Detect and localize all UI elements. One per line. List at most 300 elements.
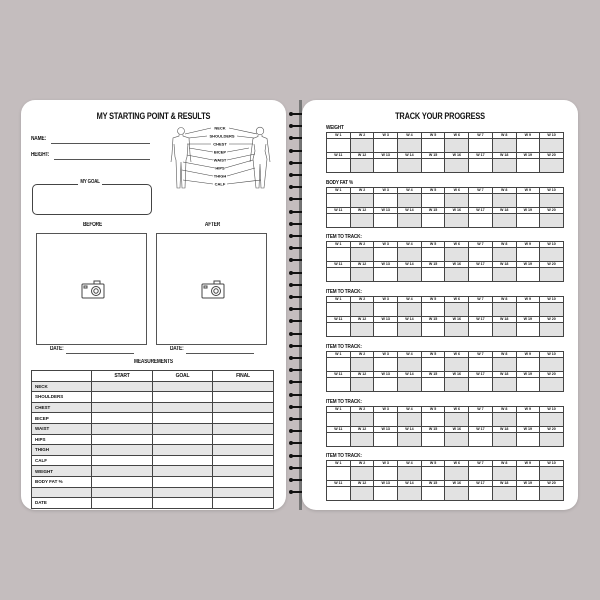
- final-cell[interactable]: [213, 434, 274, 445]
- week-label: W 20: [540, 153, 564, 159]
- week-label: W 20: [540, 317, 564, 323]
- goal-cell[interactable]: [153, 434, 213, 445]
- week-label: W 20: [540, 262, 564, 268]
- start-cell[interactable]: [92, 466, 153, 477]
- week-label: W 7: [469, 242, 493, 248]
- week-value-cell[interactable]: [398, 412, 422, 426]
- week-value-cell[interactable]: [516, 377, 540, 391]
- week-label: W 8: [492, 187, 516, 193]
- week-label: W 13: [374, 426, 398, 432]
- week-label: W 9: [516, 242, 540, 248]
- week-value-cell[interactable]: [398, 268, 422, 282]
- week-value-cell[interactable]: [398, 467, 422, 481]
- week-value-cell[interactable]: [350, 412, 374, 426]
- week-label: W 19: [516, 481, 540, 487]
- week-value-cell[interactable]: [421, 432, 445, 446]
- week-value-cell[interactable]: [421, 357, 445, 371]
- week-value-cell[interactable]: [374, 139, 398, 153]
- week-value-cell[interactable]: [421, 213, 445, 227]
- week-value-cell[interactable]: [374, 487, 398, 501]
- week-label: W 12: [350, 207, 374, 213]
- final-cell[interactable]: [213, 455, 274, 466]
- week-value-cell[interactable]: [445, 467, 469, 481]
- week-value-cell[interactable]: [374, 303, 398, 317]
- start-cell[interactable]: [92, 476, 153, 487]
- week-value-cell[interactable]: [350, 487, 374, 501]
- body-label-hips: HIPS: [215, 165, 225, 171]
- week-value-cell[interactable]: [540, 193, 564, 207]
- week-value-cell[interactable]: [327, 377, 351, 391]
- table-row: [32, 445, 274, 456]
- week-label: W 6: [445, 406, 469, 412]
- week-value-cell[interactable]: [540, 323, 564, 337]
- week-value-cell[interactable]: [421, 139, 445, 153]
- table-row: [32, 413, 274, 424]
- row-label: WAIST: [32, 423, 92, 434]
- right-page-title: TRACK YOUR PROGRESS: [395, 111, 485, 121]
- week-value-cell[interactable]: [398, 139, 422, 153]
- measurements-header-row: [32, 371, 274, 382]
- week-value-cell[interactable]: [374, 193, 398, 207]
- final-cell[interactable]: [213, 392, 274, 403]
- week-label: W 9: [516, 187, 540, 193]
- week-value-cell[interactable]: [445, 193, 469, 207]
- final-cell[interactable]: [213, 423, 274, 434]
- week-value-cell[interactable]: [374, 357, 398, 371]
- final-cell[interactable]: [213, 466, 274, 477]
- week-label: W 18: [492, 262, 516, 268]
- week-value-cell[interactable]: [445, 159, 469, 173]
- week-value-cell[interactable]: [469, 303, 493, 317]
- start-cell[interactable]: [92, 487, 153, 498]
- week-value-cell[interactable]: [327, 193, 351, 207]
- week-value-cell[interactable]: [492, 357, 516, 371]
- week-value-cell[interactable]: [327, 487, 351, 501]
- week-value-cell[interactable]: [445, 213, 469, 227]
- header-goal: GOAL: [153, 371, 213, 382]
- week-label: W 1: [327, 297, 351, 303]
- week-value-cell[interactable]: [469, 323, 493, 337]
- week-value-cell[interactable]: [445, 377, 469, 391]
- week-value-cell[interactable]: [398, 303, 422, 317]
- week-label: W 1: [327, 242, 351, 248]
- week-value-cell[interactable]: [327, 412, 351, 426]
- week-value-cell[interactable]: [540, 377, 564, 391]
- week-value-cell[interactable]: [445, 357, 469, 371]
- week-value-cell[interactable]: [469, 487, 493, 501]
- week-label: W 10: [540, 297, 564, 303]
- track-label: ITEM TO TRACK:: [326, 289, 362, 296]
- start-cell[interactable]: [92, 498, 153, 509]
- week-value-cell[interactable]: [350, 268, 374, 282]
- week-value-cell[interactable]: [445, 248, 469, 262]
- week-label: W 14: [398, 207, 422, 213]
- week-label: W 14: [398, 262, 422, 268]
- after-photo-box[interactable]: [156, 233, 267, 345]
- before-photo-box[interactable]: [36, 233, 147, 345]
- week-value-cell[interactable]: [327, 303, 351, 317]
- right-page: [302, 100, 578, 510]
- week-grid: [326, 406, 564, 447]
- start-cell[interactable]: [92, 381, 153, 392]
- week-label: W 4: [398, 242, 422, 248]
- week-value-cell[interactable]: [421, 487, 445, 501]
- start-cell[interactable]: [92, 413, 153, 424]
- week-label: W 15: [421, 153, 445, 159]
- row-label: BODY FAT %: [32, 476, 92, 487]
- week-value-cell[interactable]: [398, 432, 422, 446]
- week-value-cell[interactable]: [350, 357, 374, 371]
- week-value-cell[interactable]: [374, 467, 398, 481]
- goal-cell[interactable]: [153, 392, 213, 403]
- week-value-cell[interactable]: [350, 323, 374, 337]
- week-value-cell[interactable]: [516, 213, 540, 227]
- week-label: W 6: [445, 461, 469, 467]
- week-label: W 15: [421, 371, 445, 377]
- week-label: W 12: [350, 426, 374, 432]
- week-value-cell[interactable]: [445, 323, 469, 337]
- week-label: W 15: [421, 481, 445, 487]
- week-label: W 4: [398, 187, 422, 193]
- week-value-cell[interactable]: [398, 487, 422, 501]
- week-label: W 13: [374, 371, 398, 377]
- week-value-cell[interactable]: [350, 159, 374, 173]
- week-value-cell[interactable]: [516, 159, 540, 173]
- week-label: W 18: [492, 481, 516, 487]
- final-cell[interactable]: [213, 381, 274, 392]
- week-value-cell[interactable]: [516, 357, 540, 371]
- week-value-cell[interactable]: [492, 248, 516, 262]
- week-label: W 8: [492, 297, 516, 303]
- week-value-cell[interactable]: [327, 268, 351, 282]
- week-label: W 5: [421, 297, 445, 303]
- week-value-cell[interactable]: [516, 268, 540, 282]
- week-label: W 17: [469, 207, 493, 213]
- week-label: W 2: [350, 242, 374, 248]
- week-value-cell[interactable]: [540, 139, 564, 153]
- my-goal-box[interactable]: [32, 184, 152, 215]
- final-cell[interactable]: [213, 487, 274, 498]
- final-cell[interactable]: [213, 498, 274, 509]
- week-value-cell[interactable]: [421, 412, 445, 426]
- week-value-cell[interactable]: [540, 213, 564, 227]
- week-value-cell[interactable]: [540, 303, 564, 317]
- week-label: W 7: [469, 461, 493, 467]
- week-value-cell[interactable]: [469, 268, 493, 282]
- week-label: W 10: [540, 187, 564, 193]
- height-label: HEIGHT:: [31, 152, 50, 158]
- week-value-cell[interactable]: [540, 467, 564, 481]
- week-value-cell[interactable]: [327, 213, 351, 227]
- week-label: W 14: [398, 371, 422, 377]
- week-label: W 15: [421, 426, 445, 432]
- week-value-cell[interactable]: [469, 432, 493, 446]
- week-label: W 16: [445, 317, 469, 323]
- week-label: W 3: [374, 187, 398, 193]
- week-value-cell[interactable]: [469, 193, 493, 207]
- week-value-cell[interactable]: [350, 193, 374, 207]
- week-value-cell[interactable]: [445, 432, 469, 446]
- track-block: [326, 399, 564, 447]
- goal-cell[interactable]: [153, 487, 213, 498]
- week-value-row: [327, 377, 564, 391]
- week-label: W 1: [327, 461, 351, 467]
- week-value-cell[interactable]: [374, 377, 398, 391]
- week-value-cell[interactable]: [492, 467, 516, 481]
- week-label: W 9: [516, 297, 540, 303]
- week-value-cell[interactable]: [516, 323, 540, 337]
- track-block: [326, 453, 564, 501]
- week-value-cell[interactable]: [327, 159, 351, 173]
- track-label: WEIGHT: [326, 125, 344, 131]
- after-label: AFTER: [204, 222, 221, 228]
- after-date-field[interactable]: [186, 353, 254, 354]
- week-value-cell[interactable]: [327, 139, 351, 153]
- week-label: W 14: [398, 153, 422, 159]
- goal-cell[interactable]: [153, 381, 213, 392]
- week-label: W 15: [421, 207, 445, 213]
- week-value-cell[interactable]: [516, 193, 540, 207]
- track-label: ITEM TO TRACK:: [326, 343, 362, 350]
- week-value-cell[interactable]: [492, 487, 516, 501]
- week-label: W 16: [445, 262, 469, 268]
- body-measurement-diagram: [169, 124, 274, 194]
- week-label: W 15: [421, 262, 445, 268]
- week-value-cell[interactable]: [445, 268, 469, 282]
- name-label: NAME:: [31, 136, 46, 142]
- week-value-cell[interactable]: [327, 248, 351, 262]
- week-value-cell[interactable]: [421, 268, 445, 282]
- week-label: W 2: [350, 297, 374, 303]
- week-value-cell[interactable]: [350, 467, 374, 481]
- row-label[interactable]: [32, 487, 92, 498]
- measurements-table: [31, 370, 274, 509]
- week-label: W 11: [327, 481, 351, 487]
- start-cell[interactable]: [92, 392, 153, 403]
- week-label: W 11: [327, 207, 351, 213]
- week-value-cell[interactable]: [327, 467, 351, 481]
- week-value-cell[interactable]: [492, 377, 516, 391]
- week-label: W 11: [327, 426, 351, 432]
- week-value-cell[interactable]: [421, 303, 445, 317]
- week-value-cell[interactable]: [492, 139, 516, 153]
- week-value-cell[interactable]: [374, 323, 398, 337]
- week-value-cell[interactable]: [374, 412, 398, 426]
- my-goal-label: MY GOAL: [78, 179, 102, 185]
- row-label: BICEP: [32, 413, 92, 424]
- week-value-cell[interactable]: [492, 303, 516, 317]
- row-label: DATE: [32, 498, 92, 509]
- week-value-cell[interactable]: [445, 487, 469, 501]
- week-grid: [326, 351, 564, 392]
- week-value-cell[interactable]: [374, 213, 398, 227]
- week-value-cell[interactable]: [327, 357, 351, 371]
- week-value-cell[interactable]: [492, 432, 516, 446]
- week-label: W 19: [516, 207, 540, 213]
- goal-cell[interactable]: [153, 476, 213, 487]
- week-label: W 6: [445, 187, 469, 193]
- week-value-cell[interactable]: [421, 467, 445, 481]
- week-value-cell[interactable]: [540, 357, 564, 371]
- week-value-cell[interactable]: [398, 193, 422, 207]
- week-value-cell[interactable]: [469, 467, 493, 481]
- week-value-cell[interactable]: [350, 213, 374, 227]
- week-value-row: [327, 467, 564, 481]
- table-row: [32, 498, 274, 509]
- row-label: NECK: [32, 381, 92, 392]
- week-value-cell[interactable]: [398, 357, 422, 371]
- body-label-calf: CALF: [214, 181, 226, 187]
- week-value-cell[interactable]: [540, 412, 564, 426]
- week-value-cell[interactable]: [516, 139, 540, 153]
- week-value-cell[interactable]: [469, 357, 493, 371]
- week-value-cell[interactable]: [374, 432, 398, 446]
- week-label: W 13: [374, 481, 398, 487]
- table-row: [32, 487, 274, 498]
- week-value-cell[interactable]: [492, 193, 516, 207]
- week-value-cell[interactable]: [516, 467, 540, 481]
- week-value-cell[interactable]: [350, 377, 374, 391]
- week-value-cell[interactable]: [350, 303, 374, 317]
- week-label: W 16: [445, 207, 469, 213]
- final-cell[interactable]: [213, 445, 274, 456]
- goal-cell[interactable]: [153, 498, 213, 509]
- week-value-cell[interactable]: [398, 323, 422, 337]
- final-cell[interactable]: [213, 413, 274, 424]
- week-label: W 1: [327, 351, 351, 357]
- week-value-cell[interactable]: [540, 432, 564, 446]
- week-value-cell[interactable]: [492, 213, 516, 227]
- week-label: W 9: [516, 461, 540, 467]
- week-value-cell[interactable]: [421, 193, 445, 207]
- week-label: W 20: [540, 207, 564, 213]
- week-value-cell[interactable]: [445, 412, 469, 426]
- week-label: W 10: [540, 461, 564, 467]
- week-value-cell[interactable]: [445, 139, 469, 153]
- week-value-cell[interactable]: [516, 487, 540, 501]
- start-cell[interactable]: [92, 423, 153, 434]
- week-value-cell[interactable]: [540, 248, 564, 262]
- week-value-row: [327, 159, 564, 173]
- week-value-cell[interactable]: [398, 248, 422, 262]
- week-value-cell[interactable]: [516, 248, 540, 262]
- week-value-cell[interactable]: [398, 377, 422, 391]
- camera-icon: [201, 279, 225, 299]
- goal-cell[interactable]: [153, 466, 213, 477]
- week-value-cell[interactable]: [421, 377, 445, 391]
- week-value-cell[interactable]: [516, 412, 540, 426]
- week-value-cell[interactable]: [492, 159, 516, 173]
- week-value-cell[interactable]: [421, 248, 445, 262]
- week-label: W 4: [398, 406, 422, 412]
- week-label: W 6: [445, 133, 469, 139]
- week-label: W 12: [350, 317, 374, 323]
- before-date-field[interactable]: [66, 353, 134, 354]
- track-block: [326, 234, 564, 282]
- track-label: ITEM TO TRACK:: [326, 234, 362, 241]
- week-value-cell[interactable]: [492, 268, 516, 282]
- week-label: W 3: [374, 242, 398, 248]
- track-block: [326, 125, 564, 173]
- week-value-cell[interactable]: [327, 323, 351, 337]
- goal-cell[interactable]: [153, 413, 213, 424]
- week-value-cell[interactable]: [540, 159, 564, 173]
- week-value-cell[interactable]: [374, 268, 398, 282]
- week-label: W 10: [540, 133, 564, 139]
- goal-cell[interactable]: [153, 445, 213, 456]
- week-value-cell[interactable]: [492, 412, 516, 426]
- week-value-cell[interactable]: [445, 303, 469, 317]
- week-value-cell[interactable]: [469, 248, 493, 262]
- week-label: W 8: [492, 133, 516, 139]
- week-value-cell[interactable]: [350, 248, 374, 262]
- week-label: W 17: [469, 371, 493, 377]
- week-value-cell[interactable]: [516, 303, 540, 317]
- week-value-cell[interactable]: [469, 139, 493, 153]
- height-field[interactable]: [54, 159, 150, 160]
- week-value-cell[interactable]: [350, 432, 374, 446]
- final-cell[interactable]: [213, 402, 274, 413]
- week-value-cell[interactable]: [398, 159, 422, 173]
- week-label: W 4: [398, 133, 422, 139]
- week-value-cell[interactable]: [469, 213, 493, 227]
- track-label: BODY FAT %: [326, 179, 353, 186]
- week-label: W 3: [374, 297, 398, 303]
- week-value-cell[interactable]: [374, 159, 398, 173]
- week-value-cell[interactable]: [469, 412, 493, 426]
- week-value-cell[interactable]: [469, 377, 493, 391]
- week-value-cell[interactable]: [469, 159, 493, 173]
- week-value-cell[interactable]: [540, 487, 564, 501]
- goal-cell[interactable]: [153, 402, 213, 413]
- week-label: W 7: [469, 297, 493, 303]
- week-value-cell[interactable]: [350, 139, 374, 153]
- week-value-cell[interactable]: [540, 268, 564, 282]
- goal-cell[interactable]: [153, 455, 213, 466]
- week-value-cell[interactable]: [374, 248, 398, 262]
- week-grid: [326, 241, 564, 282]
- track-block: [326, 180, 564, 228]
- week-label: W 17: [469, 153, 493, 159]
- start-cell[interactable]: [92, 455, 153, 466]
- week-value-cell[interactable]: [421, 159, 445, 173]
- start-cell[interactable]: [92, 445, 153, 456]
- final-cell[interactable]: [213, 476, 274, 487]
- week-grid: [326, 132, 564, 173]
- week-value-cell[interactable]: [327, 432, 351, 446]
- left-page-title: MY STARTING POINT & RESULTS: [96, 111, 211, 121]
- week-label: W 11: [327, 262, 351, 268]
- week-value-row: [327, 268, 564, 282]
- week-label: W 9: [516, 133, 540, 139]
- week-value-cell[interactable]: [516, 432, 540, 446]
- start-cell[interactable]: [92, 434, 153, 445]
- week-label: W 7: [469, 187, 493, 193]
- week-value-cell[interactable]: [421, 323, 445, 337]
- week-value-cell[interactable]: [398, 213, 422, 227]
- goal-cell[interactable]: [153, 423, 213, 434]
- measurements-title: MEASUREMENTS: [134, 359, 173, 365]
- start-cell[interactable]: [92, 402, 153, 413]
- week-value-row: [327, 487, 564, 501]
- week-label: W 13: [374, 262, 398, 268]
- week-label: W 4: [398, 461, 422, 467]
- week-label: W 10: [540, 351, 564, 357]
- week-value-cell[interactable]: [492, 323, 516, 337]
- week-label: W 20: [540, 481, 564, 487]
- week-label: W 10: [540, 406, 564, 412]
- name-field[interactable]: [51, 143, 150, 144]
